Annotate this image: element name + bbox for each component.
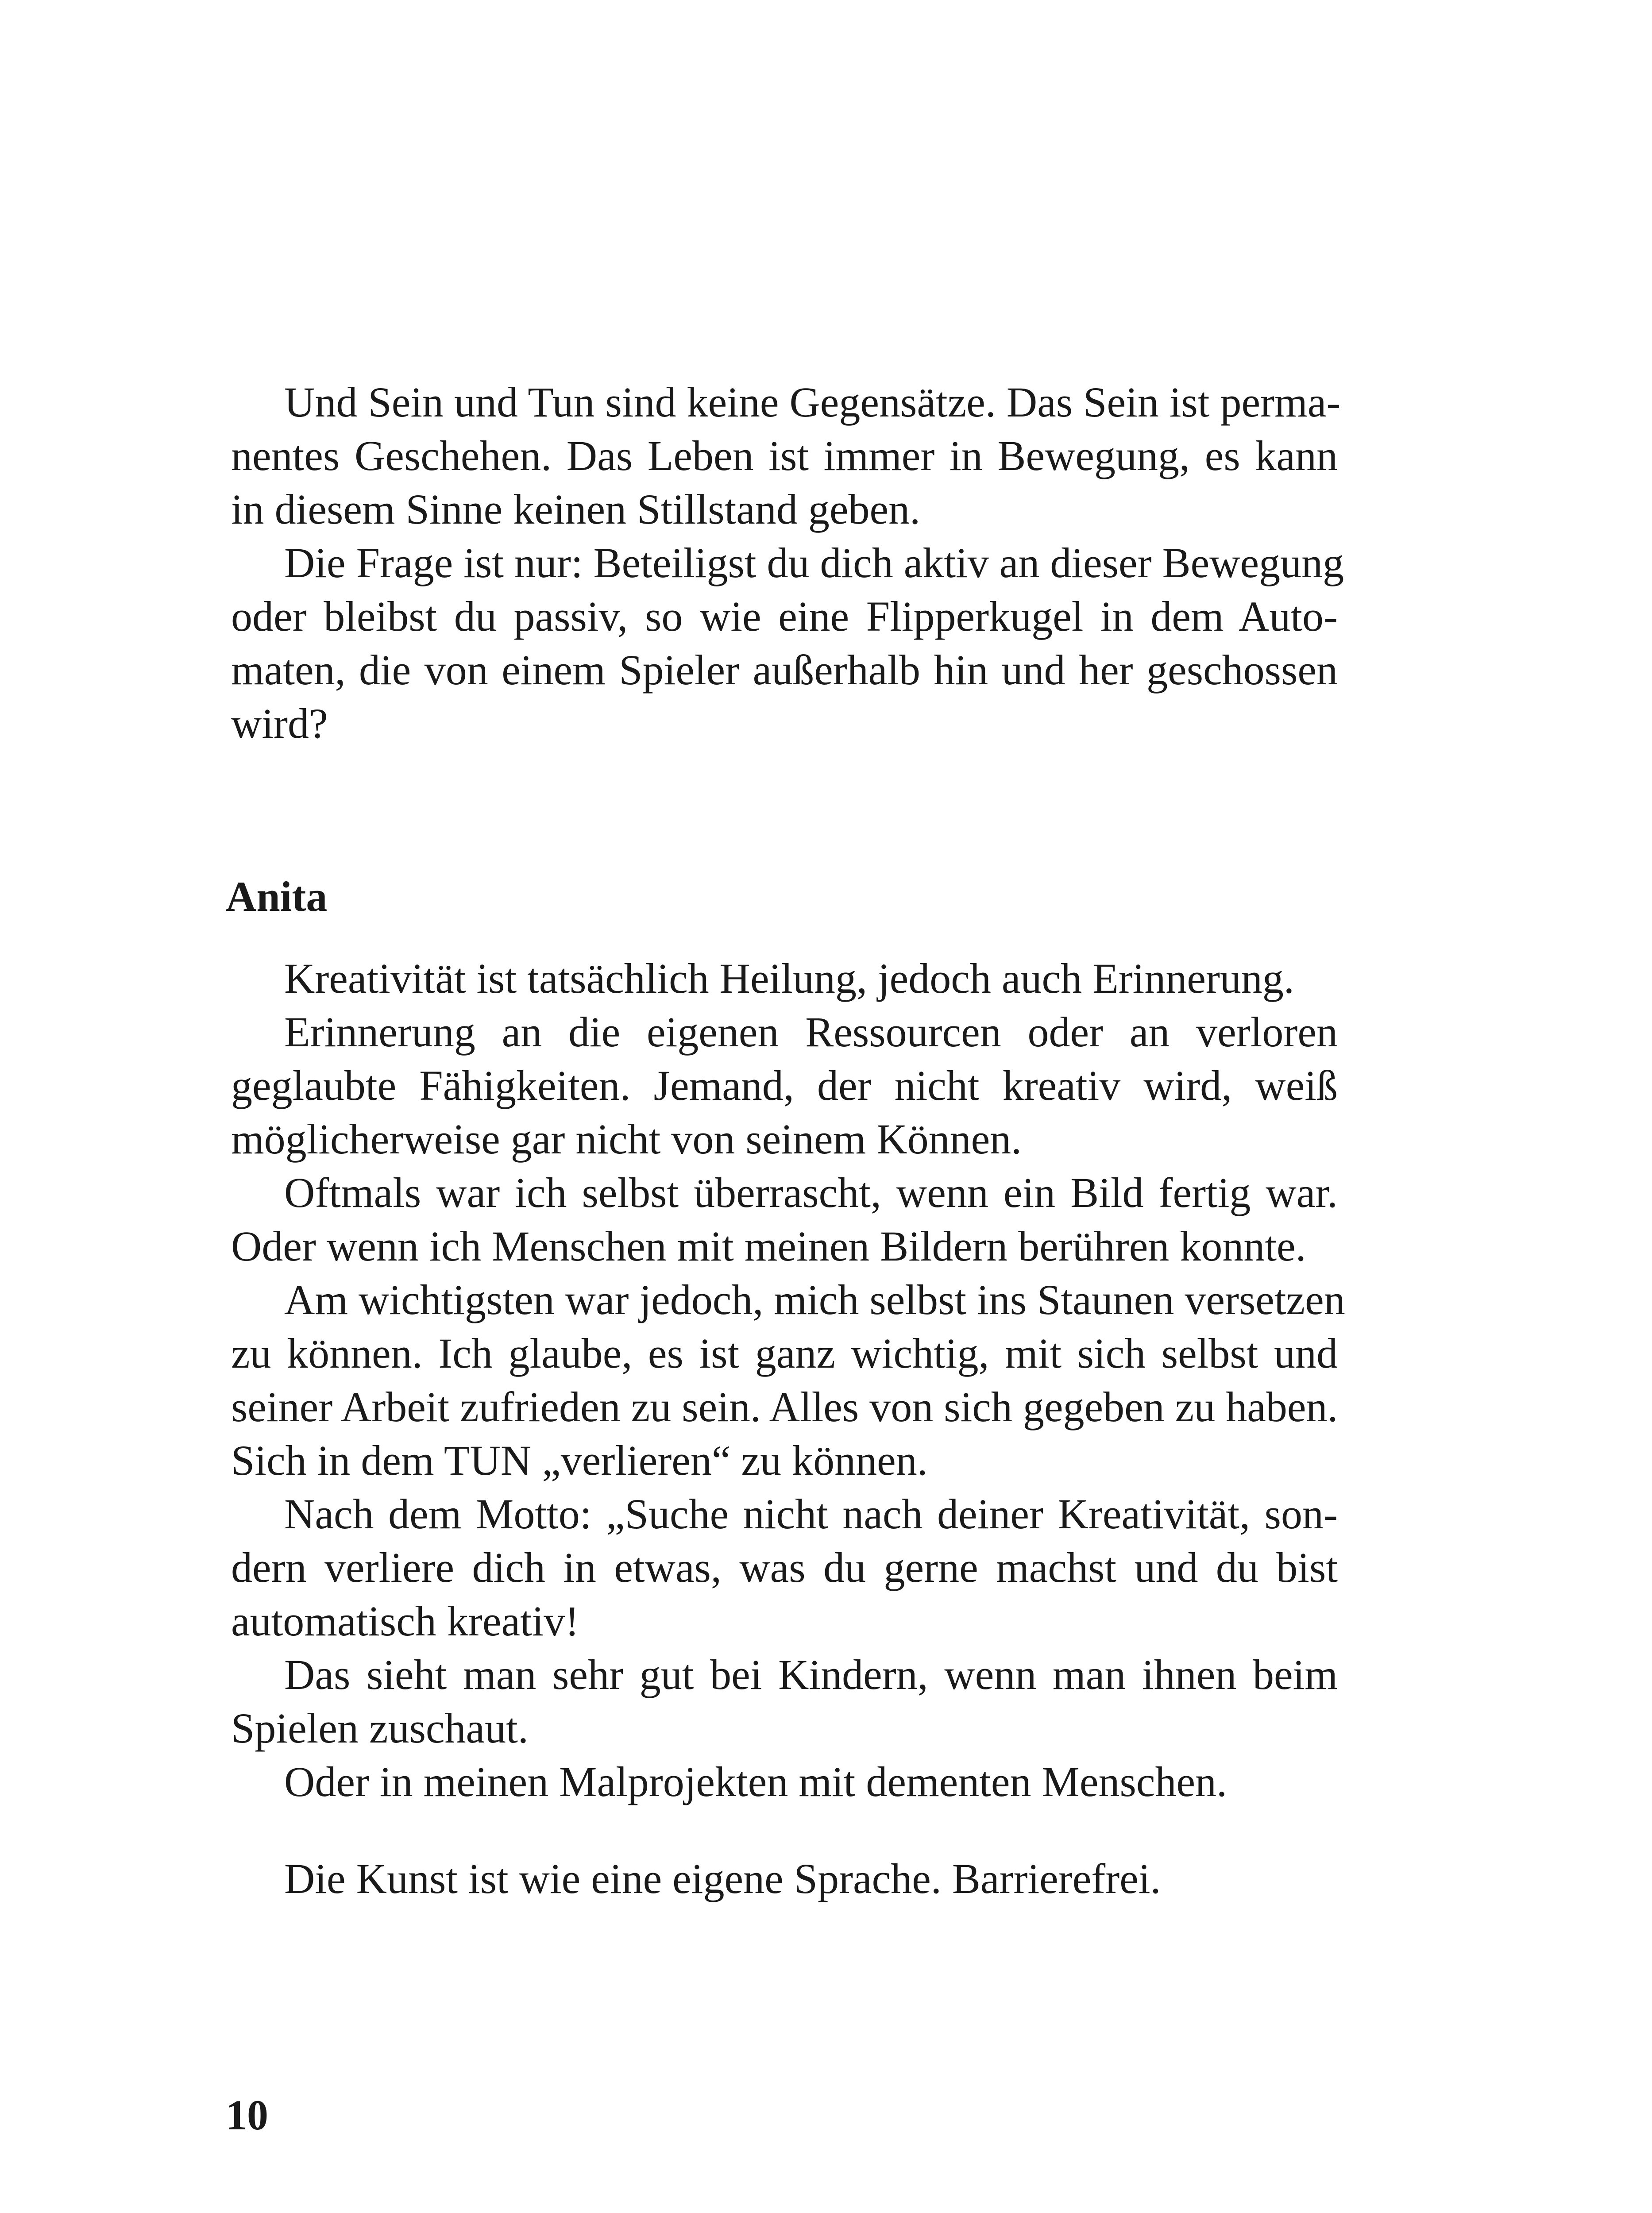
text-line: Nach dem Motto: „Suche nicht nach deiner Kreativität, son- bbox=[284, 1490, 1338, 1538]
text-line: Oder wenn ich Menschen mit meinen Bildern berühren konnte. bbox=[231, 1222, 1306, 1270]
section-heading: Anita bbox=[226, 873, 328, 920]
text-line: oder bleibst du passiv, so wie eine Flipperkugel in dem Auto- bbox=[231, 593, 1338, 640]
text-line: geglaubte Fähigkeiten. Jemand, der nicht kreativ wird, weiß bbox=[231, 1062, 1338, 1109]
text-line: Am wichtigsten war jedoch, mich selbst ins Staunen versetzen bbox=[284, 1276, 1345, 1323]
closing-paragraph bbox=[231, 1852, 1338, 1905]
anita-paragraphs bbox=[231, 952, 1345, 1808]
page-number: 10 bbox=[226, 2091, 268, 2139]
text-line: automatisch kreativ! bbox=[231, 1597, 579, 1645]
text-line: dern verliere dich in etwas, was du gerne machst und du bist bbox=[231, 1544, 1338, 1591]
text-line: seiner Arbeit zufrieden zu sein. Alles von sich gegeben zu haben. bbox=[231, 1383, 1338, 1430]
text-line: nentes Geschehen. Das Leben ist immer in Bewegung, es kann bbox=[231, 432, 1338, 479]
text-line: möglicherweise gar nicht von seinem Können. bbox=[231, 1115, 1022, 1163]
text-line: Oftmals war ich selbst überrascht, wenn ein Bild fertig war. bbox=[284, 1169, 1338, 1216]
text-line: Erinnerung an die eigenen Ressourcen oder an verloren bbox=[284, 1008, 1338, 1056]
text-line: Und Sein und Tun sind keine Gegensätze. Das Sein ist perma- bbox=[284, 378, 1341, 426]
text-line: Oder in meinen Malprojekten mit dementen Menschen. bbox=[284, 1758, 1227, 1805]
text-line: in diesem Sinne keinen Stillstand geben. bbox=[231, 486, 921, 533]
text-line: Die Frage ist nur: Beteiligst du dich aktiv an dieser Bewegung bbox=[284, 539, 1344, 586]
text-line: Die Kunst ist wie eine eigene Sprache. Barrierefrei. bbox=[284, 1855, 1161, 1902]
text-line: maten, die von einem Spieler außerhalb hin und her geschossen bbox=[231, 646, 1338, 694]
text-line: Kreativität ist tatsächlich Heilung, jedoch auch Erinnerung. bbox=[284, 955, 1294, 1002]
intro-paragraphs bbox=[231, 375, 1344, 750]
text-line: Das sieht man sehr gut bei Kindern, wenn man ihnen beim bbox=[284, 1651, 1338, 1698]
text-line: zu können. Ich glaube, es ist ganz wichtig, mit sich selbst und bbox=[231, 1330, 1338, 1377]
text-line: Sich in dem TUN „verlieren“ zu können. bbox=[231, 1437, 928, 1484]
text-line: wird? bbox=[231, 700, 328, 747]
text-line: Spielen zuschaut. bbox=[231, 1704, 529, 1752]
